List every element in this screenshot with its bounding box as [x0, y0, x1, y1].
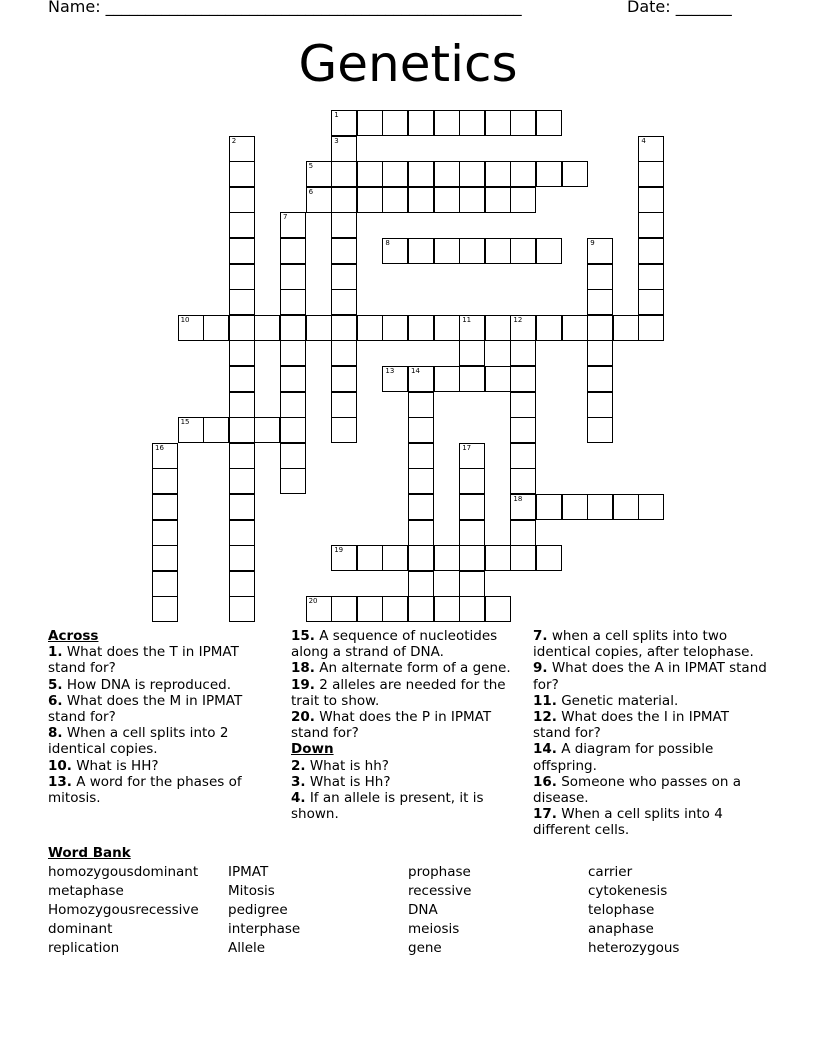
crossword-cell[interactable]	[229, 340, 255, 366]
crossword-cell[interactable]	[459, 315, 485, 341]
crossword-cell[interactable]	[331, 238, 357, 264]
crossword-cell[interactable]	[459, 494, 485, 520]
crossword-cell[interactable]	[434, 315, 460, 341]
crossword-cell[interactable]	[434, 110, 460, 136]
crossword-cell[interactable]	[510, 238, 536, 264]
crossword-cell[interactable]	[587, 392, 613, 418]
clue	[291, 774, 516, 790]
crossword-cell[interactable]	[510, 520, 536, 546]
crossword-cell[interactable]	[638, 212, 664, 238]
crossword-cell[interactable]	[331, 417, 357, 443]
clue-label: 4.	[291, 790, 306, 807]
clue	[48, 677, 263, 693]
clue	[291, 709, 516, 741]
clue-text: What does the P in IPMAT stand for?	[291, 709, 492, 742]
crossword-cell[interactable]	[459, 366, 485, 392]
clue-number: 5	[308, 162, 314, 171]
crossword-cell[interactable]	[280, 340, 306, 366]
crossword-cell[interactable]	[485, 315, 511, 341]
crossword-cell[interactable]	[408, 520, 434, 546]
crossword-cell[interactable]	[485, 110, 511, 136]
crossword-cell[interactable]	[638, 315, 664, 341]
crossword-cell[interactable]	[613, 315, 639, 341]
clue-label: 6.	[48, 692, 63, 709]
clue-text: What does the I in IPMAT stand for?	[533, 709, 729, 742]
clue-text: When a cell splits into 4 different cells.	[533, 806, 723, 839]
word-bank-heading: Word Bank	[48, 845, 131, 861]
clue-number: 13	[385, 367, 395, 375]
word-bank-item: cytokenesis	[588, 883, 668, 899]
clue	[291, 677, 516, 709]
clue-text: A word for the phases of mitosis.	[48, 773, 242, 807]
crossword-cell[interactable]	[280, 264, 306, 290]
crossword-cell[interactable]	[229, 212, 255, 238]
clue-label: 10.	[48, 757, 72, 774]
clue-number: 15	[180, 418, 190, 427]
crossword-cell[interactable]	[229, 264, 255, 290]
clue	[291, 660, 516, 676]
crossword-cell[interactable]	[331, 212, 357, 238]
crossword-cell[interactable]	[254, 315, 280, 341]
crossword-cell[interactable]	[357, 315, 383, 341]
clue-text: When a cell splits into 2 identical copies.	[48, 725, 229, 758]
clue	[48, 644, 263, 676]
clue-label: 19.	[291, 676, 315, 693]
clue-text: What does the T in IPMAT stand for?	[48, 644, 239, 677]
crossword-cell[interactable]	[229, 468, 255, 494]
crossword-cell[interactable]	[510, 443, 536, 469]
clue	[48, 725, 263, 757]
word-bank-item: Allele	[228, 940, 266, 956]
crossword-cell[interactable]	[331, 187, 357, 213]
clue-number: 10	[180, 315, 190, 324]
crossword-cell[interactable]	[408, 161, 434, 187]
clue-number: 17	[462, 443, 472, 452]
clue-text: What is hh?	[305, 757, 389, 774]
clue-label: 2.	[291, 757, 306, 774]
crossword-cell[interactable]	[434, 596, 460, 622]
clues-column-2	[291, 628, 516, 822]
crossword-cell[interactable]	[459, 520, 485, 546]
clue	[48, 693, 263, 725]
across-heading: Across	[48, 628, 99, 644]
crossword-cell[interactable]	[434, 545, 460, 571]
clue-text: What does the A in IPMAT stand for?	[533, 660, 767, 693]
crossword-cell[interactable]	[306, 161, 332, 187]
clue-number: 18	[513, 495, 523, 503]
crossword-cell[interactable]	[510, 417, 536, 443]
crossword-cell[interactable]	[510, 161, 536, 187]
clue-label: 9.	[533, 660, 548, 677]
crossword-cell[interactable]	[408, 468, 434, 494]
clue-text: How DNA is reproduced.	[62, 676, 232, 693]
clue-label: 3.	[291, 773, 306, 790]
clue-number: 8	[385, 239, 390, 247]
crossword-cell[interactable]	[229, 161, 255, 187]
crossword-cell[interactable]	[587, 289, 613, 315]
clue	[533, 741, 768, 773]
word-bank-item: interphase	[228, 921, 301, 937]
crossword-cell[interactable]	[510, 545, 536, 571]
crossword-cell[interactable]	[331, 136, 357, 162]
clue-label: 13.	[48, 773, 72, 790]
crossword-cell[interactable]	[280, 289, 306, 315]
crossword-cell[interactable]	[382, 315, 408, 341]
clue-label: 17.	[533, 806, 557, 823]
crossword-cell[interactable]	[434, 161, 460, 187]
crossword-cell[interactable]	[510, 366, 536, 392]
crossword-cell[interactable]	[587, 494, 613, 520]
crossword-cell[interactable]	[536, 315, 562, 341]
crossword-cell[interactable]	[229, 596, 255, 622]
crossword-cell[interactable]	[229, 366, 255, 392]
crossword-cell[interactable]	[382, 238, 408, 264]
crossword-cell[interactable]	[229, 520, 255, 546]
crossword-cell[interactable]	[536, 545, 562, 571]
crossword-cell[interactable]	[587, 417, 613, 443]
clue-number: 20	[308, 597, 318, 606]
crossword-cell[interactable]	[357, 110, 383, 136]
crossword-cell[interactable]	[459, 596, 485, 622]
crossword-cell[interactable]	[229, 494, 255, 520]
crossword-cell[interactable]	[459, 340, 485, 366]
crossword-cell[interactable]	[280, 468, 306, 494]
crossword-cell[interactable]	[178, 315, 204, 341]
crossword-cell[interactable]	[229, 315, 255, 341]
word-bank-item: meiosis	[408, 921, 460, 937]
crossword-cell[interactable]	[357, 161, 383, 187]
word-bank-item: metaphase	[48, 883, 124, 899]
crossword-cell[interactable]	[613, 494, 639, 520]
crossword-cell[interactable]	[536, 238, 562, 264]
crossword-cell[interactable]	[408, 596, 434, 622]
word-bank-item: DNA	[408, 902, 438, 918]
clue-text: when a cell splits into two identical copies, after telophase.	[533, 628, 754, 661]
crossword-cell[interactable]	[408, 366, 434, 392]
clue	[533, 709, 768, 741]
clue	[291, 790, 516, 822]
clue	[533, 806, 768, 838]
crossword-cell[interactable]	[152, 468, 178, 494]
down-heading: Down	[291, 741, 334, 758]
crossword-cell[interactable]	[562, 161, 588, 187]
clue-number: 12	[513, 315, 523, 324]
clue-number: 7	[283, 213, 288, 222]
crossword-cell[interactable]	[306, 187, 332, 213]
crossword-cell[interactable]	[382, 187, 408, 213]
clue-text: What is HH?	[71, 757, 159, 774]
crossword-cell[interactable]	[536, 161, 562, 187]
clue-label: 1.	[48, 644, 63, 661]
clue	[291, 758, 516, 774]
crossword-cell[interactable]	[229, 571, 255, 597]
crossword-cell[interactable]	[434, 238, 460, 264]
crossword-cell[interactable]	[510, 315, 536, 341]
crossword-cell[interactable]	[587, 315, 613, 341]
word-bank-item: heterozygous	[588, 940, 680, 956]
crossword-cell[interactable]	[408, 238, 434, 264]
word-bank	[48, 845, 768, 956]
clues-column-1	[48, 628, 263, 806]
clue	[533, 774, 768, 806]
crossword-cell[interactable]	[408, 443, 434, 469]
crossword-cell[interactable]	[382, 596, 408, 622]
crossword-cell[interactable]	[562, 315, 588, 341]
clue-label: 18.	[291, 660, 315, 677]
crossword-cell[interactable]	[229, 187, 255, 213]
clue-text: Genetic material.	[556, 692, 679, 709]
crossword-cell[interactable]	[408, 187, 434, 213]
word-bank-item: dominant	[48, 921, 113, 937]
crossword-cell[interactable]	[510, 340, 536, 366]
clue-text: A diagram for possible offspring.	[533, 741, 714, 774]
across-clue-list-continued	[291, 628, 516, 741]
clue-label: 7.	[533, 628, 548, 644]
word-bank-item: Homozygousrecessive	[48, 902, 199, 918]
crossword-cell[interactable]	[485, 366, 511, 392]
crossword-cell[interactable]	[408, 110, 434, 136]
crossword-cell[interactable]	[331, 289, 357, 315]
clue-number: 9	[590, 239, 595, 247]
clue-number: 2	[231, 136, 237, 145]
crossword-cell[interactable]	[331, 340, 357, 366]
crossword-cell[interactable]	[459, 238, 485, 264]
crossword-cell[interactable]	[638, 238, 664, 264]
crossword-cell[interactable]	[408, 392, 434, 418]
crossword-cell[interactable]	[485, 161, 511, 187]
clue-label: 20.	[291, 709, 315, 726]
date-field[interactable]: Date: _______	[627, 0, 732, 16]
crossword-cell[interactable]	[152, 443, 178, 469]
crossword-cell[interactable]	[638, 289, 664, 315]
word-bank-item: gene	[408, 940, 442, 956]
word-bank-list	[48, 864, 768, 956]
crossword-cell[interactable]	[357, 596, 383, 622]
crossword-cell[interactable]	[331, 315, 357, 341]
crossword-cell[interactable]	[638, 494, 664, 520]
crossword-cell[interactable]	[229, 238, 255, 264]
word-bank-item: prophase	[408, 864, 471, 880]
clue-text: A sequence of nucleotides along a strand of DNA.	[291, 628, 498, 661]
crossword-cell[interactable]	[280, 212, 306, 238]
clue	[533, 660, 768, 692]
crossword-cell[interactable]	[306, 315, 332, 341]
crossword-cell[interactable]	[638, 264, 664, 290]
word-bank-item: Mitosis	[228, 883, 275, 899]
crossword-cell[interactable]	[280, 392, 306, 418]
crossword-cell[interactable]	[408, 417, 434, 443]
clue-number: 1	[334, 111, 339, 119]
clue-text: What is Hh?	[305, 773, 391, 790]
clue-number: 11	[462, 315, 472, 324]
crossword-cell[interactable]	[459, 443, 485, 469]
crossword-cell[interactable]	[357, 187, 383, 213]
clue-text: What does the M in IPMAT stand for?	[48, 692, 243, 726]
down-clue-list	[291, 758, 516, 823]
crossword-cell[interactable]	[485, 238, 511, 264]
crossword-cell[interactable]	[280, 315, 306, 341]
crossword-cell[interactable]	[331, 366, 357, 392]
crossword-cell[interactable]	[382, 545, 408, 571]
crossword-cell[interactable]	[587, 264, 613, 290]
crossword-cell[interactable]	[382, 161, 408, 187]
crossword-cell[interactable]	[587, 340, 613, 366]
crossword-cell[interactable]	[587, 238, 613, 264]
crossword-cell[interactable]	[331, 596, 357, 622]
crossword-cell[interactable]	[152, 545, 178, 571]
crossword-cell[interactable]	[280, 366, 306, 392]
crossword-cell[interactable]	[229, 392, 255, 418]
crossword-cell[interactable]	[178, 417, 204, 443]
crossword-cell[interactable]	[485, 545, 511, 571]
clue-number: 14	[411, 367, 420, 375]
crossword-cell[interactable]	[280, 443, 306, 469]
crossword-cell[interactable]	[562, 494, 588, 520]
crossword-cell[interactable]	[331, 110, 357, 136]
clue-number: 4	[641, 136, 646, 145]
crossword-cell[interactable]	[280, 238, 306, 264]
crossword-cell[interactable]	[510, 187, 536, 213]
clue-text: 2 alleles are needed for the trait to show.	[291, 676, 506, 709]
clue-text: Someone who passes on a disease.	[533, 773, 741, 807]
clue	[533, 628, 768, 660]
crossword-cell[interactable]	[434, 187, 460, 213]
crossword-cell[interactable]	[229, 443, 255, 469]
crossword-cell[interactable]	[382, 366, 408, 392]
crossword-cell[interactable]	[306, 596, 332, 622]
crossword-cell[interactable]	[408, 494, 434, 520]
clue	[48, 758, 263, 774]
clue-number: 3	[334, 136, 339, 145]
word-bank-item: pedigree	[228, 902, 288, 918]
clue	[533, 693, 768, 709]
word-bank-item: homozygousdominant	[48, 864, 199, 880]
crossword-cell[interactable]	[229, 417, 255, 443]
crossword-cell[interactable]	[357, 545, 383, 571]
crossword-cell[interactable]	[510, 392, 536, 418]
crossword-cell[interactable]	[459, 571, 485, 597]
word-bank-item: IPMAT	[228, 864, 269, 880]
clue	[48, 774, 263, 806]
clue-label: 12.	[533, 709, 557, 726]
page-title: Genetics	[298, 35, 518, 93]
crossword-cell[interactable]	[254, 417, 280, 443]
crossword-cell[interactable]	[331, 161, 357, 187]
word-bank-item: replication	[48, 940, 120, 956]
crossword-cell[interactable]	[434, 366, 460, 392]
word-bank-item: telophase	[588, 902, 655, 918]
crossword-cell[interactable]	[459, 161, 485, 187]
down-clue-list-continued	[533, 628, 768, 839]
clues-column-3	[533, 628, 768, 839]
crossword-cell[interactable]	[203, 417, 229, 443]
crossword-cell[interactable]	[229, 545, 255, 571]
crossword-cell[interactable]	[510, 468, 536, 494]
crossword-cell[interactable]	[203, 315, 229, 341]
crossword-cell[interactable]	[459, 187, 485, 213]
crossword-cell[interactable]	[408, 571, 434, 597]
clue-number: 6	[308, 187, 314, 196]
crossword-cell[interactable]	[382, 110, 408, 136]
crossword-cell[interactable]	[152, 494, 178, 520]
clue-number: 16	[155, 443, 164, 452]
crossword-cell[interactable]	[280, 417, 306, 443]
crossword-cell[interactable]	[331, 392, 357, 418]
crossword-cell[interactable]	[510, 110, 536, 136]
name-field[interactable]: Name: ____________________________________________________	[48, 0, 522, 16]
clue-number: 19	[334, 546, 344, 555]
word-bank-item: recessive	[408, 883, 472, 899]
crossword-cell[interactable]	[331, 264, 357, 290]
crossword-cell[interactable]	[152, 571, 178, 597]
crossword-cell[interactable]	[408, 545, 434, 571]
crossword-cell[interactable]	[536, 110, 562, 136]
crossword-cell[interactable]	[638, 136, 664, 162]
crossword-cell[interactable]	[485, 596, 511, 622]
crossword-cell[interactable]	[459, 110, 485, 136]
crossword-cell[interactable]	[459, 545, 485, 571]
crossword-cell[interactable]	[638, 187, 664, 213]
crossword-cell[interactable]	[229, 136, 255, 162]
clue-label: 11.	[533, 692, 557, 709]
word-bank-item: anaphase	[588, 921, 654, 937]
crossword-cell[interactable]	[510, 494, 536, 520]
crossword-cell[interactable]	[638, 161, 664, 187]
crossword-cell[interactable]	[229, 289, 255, 315]
crossword-cell[interactable]	[536, 494, 562, 520]
clue-text: An alternate form of a gene.	[314, 660, 511, 677]
across-clue-list	[48, 644, 263, 806]
clue-text: If an allele is present, it is shown.	[291, 790, 484, 823]
crossword-cell[interactable]	[587, 366, 613, 392]
clue-label: 5.	[48, 676, 63, 693]
word-bank-item: carrier	[588, 864, 633, 880]
clue-label: 16.	[533, 773, 557, 790]
clue	[291, 628, 516, 660]
crossword-cell[interactable]	[152, 520, 178, 546]
crossword-cell[interactable]	[408, 315, 434, 341]
clue-label: 15.	[291, 628, 315, 644]
crossword-cell[interactable]	[485, 187, 511, 213]
crossword-cell[interactable]	[152, 596, 178, 622]
clue-label: 8.	[48, 725, 63, 742]
crossword-cell[interactable]	[459, 468, 485, 494]
crossword-cell[interactable]	[331, 545, 357, 571]
clue-label: 14.	[533, 741, 557, 758]
